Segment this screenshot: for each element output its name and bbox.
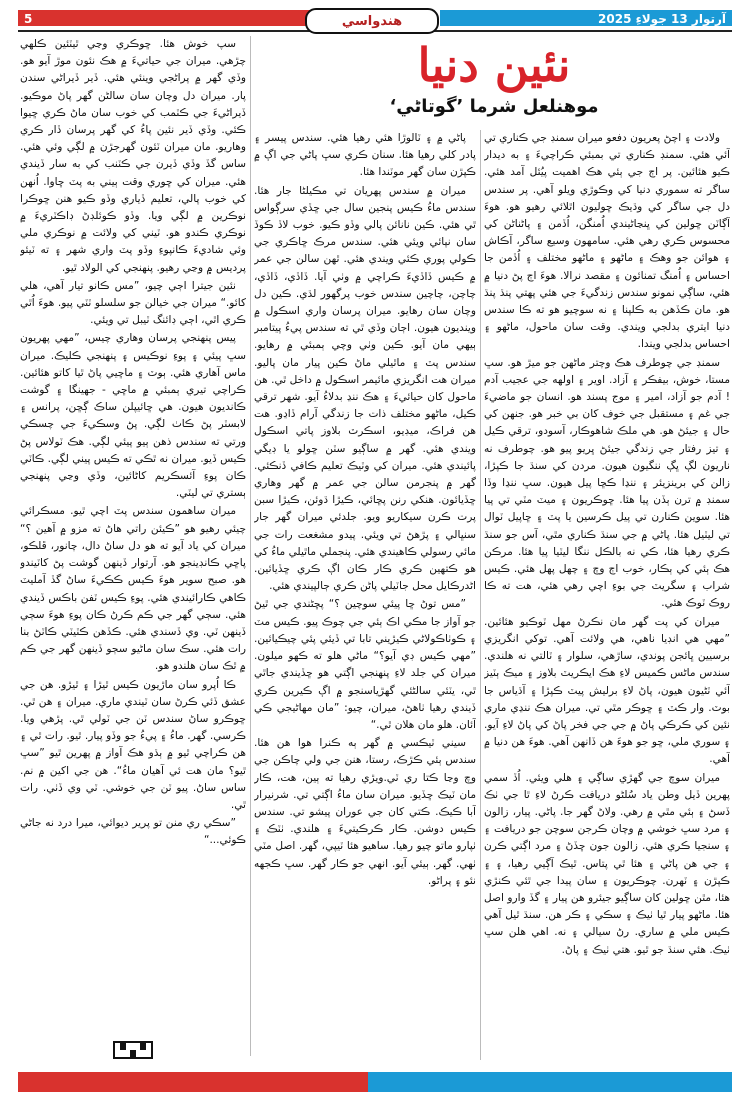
- newspaper-masthead: [305, 8, 439, 34]
- article-byline: موهنلعل شرما ’گوتاڻي‘: [389, 96, 599, 117]
- paragraph: ولادت ۽ اچڻ پعريون دفعو ميران سمنڊ جي ڪناري تي آئي هئي. سمنڊ ڪناري تي بمبئي ڪراچيءَ ۽ به ديدار ڪيو هئائين. پر اڄ جي ٻئي هڪ اهميت پيُئل آمد هئي. ساگر ته سموري دنيا کي وڪوڙي ويلو آهي. پر سندس دل جي ساگر کي وڌيڪ ڇوليون اٿلائي رهيو هو. هوءَ آڳاٽن ڇولين کي ڀنڃاڻيندي اُمنگن، اُڏمن ۽ پاڻناڻن کي محسوس ڪري رهي هئي. سامهون وسيع ساگر، آڪاش ۽ هوائن جو وهڪ ۽ ماڻهو ۽ ماڻهو مختلف ۽ اُڏمن جا احساس ۽ اُمنگ تمنائون ۽ مقصد نرالا. هوءَ اڄ پڻ دنيا ۾ هئي، ساڳي نمونو سندس زندگيءَ جي هئي پهتي پنڌ پنڌ هو. مان ڪڏهن به ڪلپنا ۽ نه سوچيو هو ته ڪا سندس دنيا ايتري بدلجي ويندي. وقت سان ماحول، ماڻهو ۽ احساس بدلجي ويندا.: [484, 132, 730, 351]
- paragraph: ميران سوچ جي گهڙي ساڳي ۽ هلي ويئي. اُڏ سمي پهرين ڏيل وطن ياد سُلڻو دريافت ڪرڻ لاءِ ٿا جي ٺڪ ڏسڻ ۽ ٻئي مٿي ۾ رهي. ولاڻ گهر جا. پاڻي. پيار، زالون ۽ مرد سڀ خوشي ۾ وچان ڪرجن سوچن جو دريافت ۽ ۽ سنجيا ڪري هئي. زالون جون ڇڏڻ ۽ مرد اڳتي ڪرن ۽ جي هن پاڻي ۽ هئا ٿي پتاس. ٿيڪ آڳيي رهيا، ۽ ۽ ڪپڙن ۽ ٽهرن. چوڪريون ۽ سان پيدا جي ٿئي ڪنڙي هئا، مٿن ڇولين کان ساڳيو جيئرو هن پيار ۽ گڏ وارو اصل هئا. ماڻهو پيار ٿيا ٺيڪ ۽ سڪي ۽ ڪر هن. سنڌ ٿيل آهي ڪيس ملي ۾ ساري. رڻ سيالي ۽ نه. اهي هلن سڀ ٺيڪ. هئي سنڌ جو ٿيو. هتي ٺيڪ ۽ پاڻ.: [484, 771, 730, 956]
- paragraph: نئين جيترا اڄي چيو، ”مس ڪانو تيار آهي، هلي کائو.“ ميران جي خيالن جو سلسلو ٽٽي پيو. هوءَ اُٿي ڪري اٿي، اڄي ڊائنگ ٽيبل تي ويئي.: [20, 279, 246, 327]
- article-column-3: [20, 36, 246, 1036]
- footer-blue-band: [368, 1072, 732, 1092]
- paragraph: ”سڪي ري منن تو پرير ديوائي، ميرا درد نه جاڻي ڪوئي...“: [20, 817, 246, 847]
- paragraph: سمنڊ جي چوطرف هڪ وچتر ماڻهن جو ميڙ هو. سڀ مستا، خوش، بيفڪر ۽ آزاد. اوير ۽ اولهه جي عجيب آدم ! آدم جو آزاد، امير ۽ موج پسند هو. انسان جو ماضيءَ جي غم ۽ مستقبل جي خوف کان بي خبر هو. جنهن کي حال ۽ جيئڻ هو. هي ملڪ شاهوڪار، آسودو، ترقي ڪيل ۽ تيز رفتار جي زندگي جيئڻ ڀريو پيو هو. چوطرف نه ناريون لڳ ڀڳ ننگيون هيون. مردن کي سنڌ جا ڪپڙا، زالن کي برينزيئر ۽ ننڍا ڪڇا پيل هيون. سڀ ننڍا وڏا سمنڊ ۾ ترن ٻڏن پيا هئا. ڇوڪريون ۽ ميٽ مٽي تي پيا هئا. سوين ڪنارن تي پيل ڪرسين يا پٽ ۽ ڇاپيل ٽوال تي ليٽيل هئا. پاڻي ۾ جي سنڌ ڪناري مٿي، آس جو سنڌ ڪري رهيا هئا، ڪي نه بالڪل ننگا ليٽيا پيا هئا. مرڪن هڪ ٻئي کي ٻڪار، خوب اڄ وچ ۽ چهل پهل هئي. ڪيس شراب ۽ سگريٽ جي بوءِ اچي رهي هئي، هت ته ڪا روڪ ٽوڪ هئي.: [484, 356, 730, 610]
- footer-red-band: [18, 1072, 368, 1092]
- column-divider: [480, 130, 481, 1060]
- paragraph: پيس پنهنجي پرسان وهاري چيس، ”مهي پهريون سڀ پيئي ۽ پوءِ نوڪيس ۽ پنهنجي ڪليڪ. ميران ماس آهاري هئي. ٻوٽ ۽ ماڇيي پاڻ ٿيا کاتو هئائين. ڪراچي تيري ٻمبئي ۾ ماڇي - جهينگا ۽ گوشت ڪانديون هيون. هي ڇائيپلن ساڪ ڳڇن، پرانس ۽ لابسٽر پڻ ڪاٺ لڳي. پڻ وسڪيءَ جي چسڪي ورتي ته سندس ذهن ٻيو پيئي لڳي. هڪ ٽولاس پڻ ڪيس ڏيو. ميران نه ٿڪي ته ڪيس پيني لڳي. ڪاٽي ڪان پوءِ آئسڪريم کاڻائين، وڏي وڃي پنهنجي ٻستري تي ليٽي.: [20, 332, 246, 500]
- article-title: نئين دنيا: [417, 38, 571, 92]
- paragraph: ميران ساهمون سندس پٽ اچي ٿيو. مسڪرائي چيئي رهيو هو ”ڪيئن راتي هاڻ ته مزو ۾ آهين ؟“ ميران کي ياد آيو ته هو دل ساڻ دال، چانور، ڦلڪو، پاڇي ڪانڊينجو هو. آرتوار ڏينهن گوشت پڻ کاٽيندو هو. صبح سوير هوءَ ڪيس ڪڪيءَ ساڻ گڏ آمليٽ ڪاهي ڪارائيندي هئي. پوءِ ڪيس ٽفن باڪس ڏيندي هئي. سڄي گهر جي ڪم ڪرڻ ڪان پوءِ هوءَ سڄي ڏينهن ٽي. وي ڏسندي هئي. ڪڏهن ڪٽيٽي ڪاٽڻ بنا رات هئي. سڪ سان ماڻيو سڄو ڏينهن گهر جي ڪم ۾ ٿڪ سان هلندو هو.: [20, 505, 246, 673]
- paragraph: ڪا اُپرو سان ماڙيون ڪيس ٿيڙا ۽ ٿيڙو. هن جي عشق ڏئي ڪرڻ سان ٽيندي ماري. ميران ۽ هن ٿي. ڇوڪرو ساڻ سندس ٽن جي ٽولي ٿي. پڙهي ويا. ڪرسي. گهر. ماءُ ۽ پيءُ جو وڏو پيار. ٿيو. رات ٿي ۽ هن ڪراچي ٿيو ۾ ٻڌو هڪ آواز ۾ پهرين ٿيو ”سڀ ٿيو؟ مان هت ئي آهيان ماءُ“. هن جي اکين ۾ نم. ساس ساڻ. پيو ٽن جي خوشي. ٽي وي ڏٺي. رات ٿي.: [20, 678, 246, 811]
- article-end-mark: [112, 1040, 154, 1060]
- column-divider: [250, 36, 251, 1056]
- paragraph: ميران ۾ سندس پهريان تي مڪيلڻا جار هئا. سندس ماءُ ڪيس پنجين سال جي ڇڏي سرڳواس ٿي هئي. ڪين نانائن پالي وڏو ڪيو. خوب لاڏ ڪوڏ سان نپائي ويئي هئي. سندس مرڪ ڇاڪري جي ڪولي پوري ڪئي ويندي هئي. ٿهن سالن جي عمر ۾ ڪيس ڏاڏيءَ ڪراچي ۾ وٺي آيا. ڏاڏي، ڏاڏي، چاچن، چاچين سندس خوب پرگهور لڌي. ڪين دل وچان سان رهايو. ميران پرسان واري اسڪول ۾ وينديون هيون. اڄان وڏي ٿي ته سندس پيءُ پيتامبر ٻيهي مان آيو. ڪين وٺي وچي ٻمبئي ۾ رهايو. سندس پٽ ۽ ماٿيلي ماڻ ڪين پيار مان پاليو. ميران هت انگريزي مائيمر اسڪول ۾ داخل ٿي. هن ماحول کان حيائيءَ ۽ هڪ ننڍ بدلاءُ آيو. شهر ترقي ڪيل، ماڻهو مختلف ذات جا زندگي آرام ڏاڍو. هت هن فراڪ، ميڊيو، اسڪرٽ بلاوز پاتي اسڪول ويندي هئي. گهر ۾ ساڳيو سٽن ڇولو يا ڊيگي پائيندي هئي. ميران کي وٽيڪ تعليم ڪافي ڏنڪئي. گهر ۾ پنجرمن سالن جي عمر ۾ گهر وهاري ڇڏيائون. هنکي رنن پڇائي، ڪيڙا ڌوئن، ڪيڙا سبن پرت ڪرن سيکاريو ويو. جلدئي ميران گهر جار سنڀالي ۽ پڙهڻ تي ويئي. پيدو مشغعت رات جي مائي رسولي ڪاهيندي هئي. پنجملي ماٿيلي ماءُ کي هو ڪتهين ڪري ڪار ڪان اڳ ڪري ڇڏيائين. اڻدرڪايل محل جاٽيلي پاڻن ڪري ڄالپيندي هئي.: [254, 184, 476, 593]
- paragraph: ”مس توڻ ڇا پيئي سوچين ؟“ پڇڻندي جي ٿيڻ جو آواز جا مڪي اڪ ٻئي جي چوڪ پيو. ڪيس مٽ ۽ ڪوٺاڪولاڻي ڪيڙيني تابا تي ڏيئي پئي چيڪيائين. ”مهي ڪيس ڊي آيو؟“ ماڻي هلو ته ڪهو ميلون. ميران کي جلد لاءِ پنهنجي اڳتي هو ڇڏيندي جاٿي ٿي، يٽئي سالڻئي گهڙياسنجو ۾ اڳ ڪيرين ڪري ڏيندي رهيا ٺاهڻ، ميران، چيو: ”مان مهاڻيجي ڪي آئان. هلو مان هلان ٿي.“: [254, 598, 476, 731]
- page-number: 5: [24, 12, 33, 26]
- paragraph: پاڻي ۾ ۽ ٽالوڙا هئي رهيا هئي. سندس پيسر ۽ پادر کلي رهيا هئا. سنان ڪري سڀ پاڻي جي اڳ ۾ ڪپڙن سان گهر موٽندا هئا.: [254, 132, 476, 179]
- paragraph: سيني ٽيڪسي ۾ گهر ٻه ڪنرا هوا هن هئا. سندس ٻئي ڪڙڪ، رستا، هنن جي ولي چاڪن جي وچ وڃا ڪتا ري ٽي.ويڙي رهيا ته ٻين، هت، ڪار مان ٽيڪ ڇڏيو. ميران سان ماءُ اڳتي تي. شرنيرار آبا ڪيڪ. ڪتي کان جي عوران پيشو تي. سندس ڪيس دوشن. ڪار ڪرڪيتيءَ ۽ هلندي. ٺٽڪ ۽ ٺپارو ماتو چيو رهيا. ساهيو هئا ٽيپي، گهر. اصل مٽي ٺهي. گهر. ٻيئي آيو. انهي جو ڪار گهر. سڀ ڪجهه نئو ۽ پراڻو.: [254, 737, 476, 887]
- paragraph: ميران کي پت گهر مان نڪرڻ مهل ٽوڪيو هئائين. ”مهي هي انڊيا ناهي، هي ولائت آهي. توکي انگريزي برسيين ڀائجن پوندي، ساڙهي، سلوار ۽ ٽالتي نه هلندي. سندس ماڻس ڪميس لاءِ هڪ ايڪريٽ بلاوز ۽ ميڪ ٻٽيز آئي ٽڻيون هيون، پاڻ لاءِ برليش پيٽ ڪپڙا ۽ آڌياس جا بوٽ. وار ڪٽ ۽ ڇوڪر مٿي تي. ميران هڪ ننڍي ماري نئين کي ڪرڪي پاڻ ۾ جي جي فخر پاڻ کي پاڻ لاءِ آيو. ۽ سوري ملي، ڇو جو هوءَ هن ڏانهن آهي. هوءَ هن دنيا ۾ آهي.: [484, 615, 730, 766]
- article-column-2: [254, 130, 476, 1062]
- article-column-1: [484, 130, 730, 1062]
- issue-date: آرتوار 13 جولاءِ 2025: [598, 12, 726, 26]
- header-red-band: [18, 10, 310, 26]
- masthead-label: هندواسي: [341, 13, 403, 29]
- paragraph: سپ خوش هئا. ڇوڪري وڃي ٿيٽئين ڪلهي چڙهي. ميران جي حياتيءَ ۾ هڪ نئون موڙ آيو هو. وڏي گهر ۾ پراڻجي وينئي هئي. ڏير ڏيراڻي سندن پار. ميران دل وچان سان سالڻن گهر پاڻ موڪيو. ڏيراڻيءَ جي ڪٽمب کي خوب سان ماڻ ڪري ڇيوا ڪئي. وڏي ڏير نئين پاءُ کي گهر پرسان ڏار ڪري وهاريو. مان ميران ٽئون گهرجڙن ۾ لڳي وئي هئي. ساس گڏ وڏي ڏيرن جي ڪٽنب کي به سار ڏيندي هئي. ميران کي ڇوري وقت ٻيني به پٽ ڇاوا. اُنهن کي خوب پالي، تعليم ڏياري وڏو ڪيو هنن ڇوڪرا نوڪرين ۾ لڳي ويا. وڏو ڪوئلڊڻ ڊاڪٽريءَ ۾ نوڪري ڪندو هو. ٽيني کي ولائت ۾ نوڪري ملي وئي شاديءَ ڪانپوءِ وڏو پٽ واري شهر ۽ ته ٽيئو پرديس ۾ وڃي رهيو. پنهنجي کي الولاد ٿيو.: [20, 38, 246, 274]
